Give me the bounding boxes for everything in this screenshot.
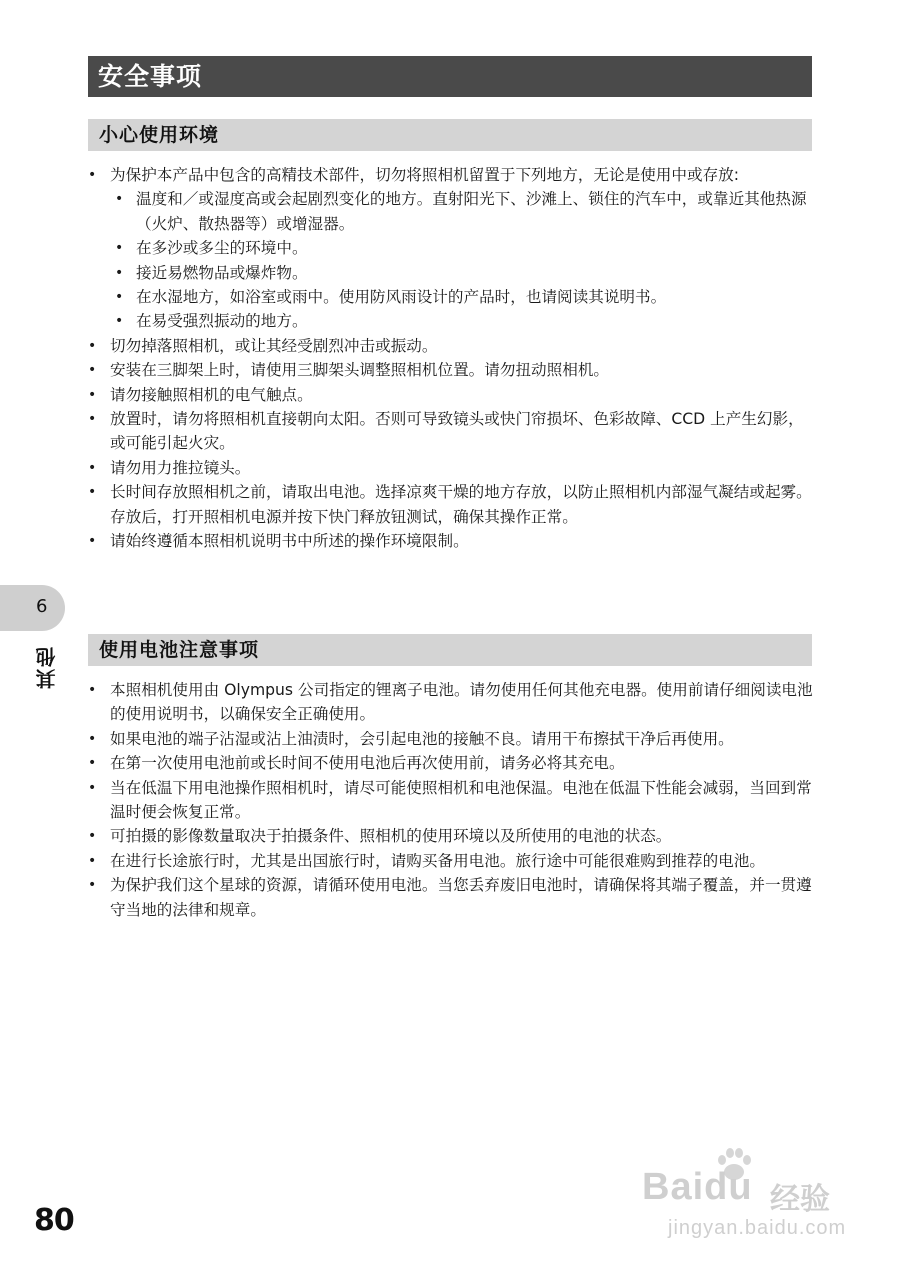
page-title: 安全事项 — [88, 56, 812, 97]
list-item — [84, 824, 814, 848]
sub-list — [110, 187, 814, 333]
environment-list — [84, 163, 814, 554]
chapter-label: 其他 — [35, 645, 59, 689]
list-item — [84, 727, 814, 751]
sub-list-item-text: 在水湿地方，如浴室或雨中。使用防风雨设计的产品时，也请阅读其说明书。 — [136, 288, 667, 307]
list-item — [84, 849, 814, 873]
baidu-watermark — [642, 1148, 847, 1253]
list-item — [84, 163, 814, 334]
list-item-text: 请勿用力推拉镜头。 — [110, 458, 251, 477]
list-item-text: 切勿掉落照相机，或让其经受剧烈冲击或振动。 — [110, 336, 438, 355]
sub-list-item — [110, 285, 814, 309]
sub-list-item — [110, 236, 814, 260]
list-item-text: 如果电池的端子沾湿或沾上油渍时，会引起电池的接触不良。请用干布擦拭干净后再使用。 — [110, 729, 734, 748]
list-item-text: 为保护我们这个星球的资源，请循环使用电池。当您丢弃废旧电池时，请确保将其端子覆盖，并一贯遵守当地的法律和规章。 — [110, 876, 812, 919]
battery-list — [84, 678, 814, 922]
sub-list-item-text: 接近易燃物品或爆炸物。 — [136, 263, 308, 282]
watermark-cn: 经验 — [770, 1182, 830, 1217]
list-item — [84, 480, 814, 529]
list-item — [84, 456, 814, 480]
list-item — [84, 873, 814, 922]
sub-list-item — [110, 187, 814, 236]
chapter-tab — [0, 585, 65, 631]
list-item-text: 可拍摄的影像数量取决于拍摄条件、照相机的使用环境以及所使用的电池的状态。 — [110, 827, 672, 846]
list-item-text: 请始终遵循本照相机说明书中所述的操作环境限制。 — [110, 532, 469, 551]
sub-list-item-text: 在易受强烈振动的地方。 — [136, 312, 308, 331]
list-item — [84, 751, 814, 775]
list-item-text: 为保护本产品中包含的高精技术部件，切勿将照相机留置于下列地方，无论是使用中或存放: — [110, 166, 740, 184]
list-item — [84, 776, 814, 825]
watermark-url: jingyan.baidu.com — [668, 1217, 847, 1239]
section-heading-environment: 小心使用环境 — [88, 119, 812, 151]
list-item-text: 本照相机使用由 Olympus 公司指定的锂离子电池。请勿使用任何其他充电器。使用前请仔细阅读电池的使用说明书，以确保安全正确使用。 — [110, 681, 813, 724]
watermark-logo: Baidu — [642, 1166, 753, 1208]
sub-list-item-text: 温度和／或湿度高或会起剧烈变化的地方。直射阳光下、沙滩上、锁住的汽车中，或靠近其他热源（火炉、散热器等）或增湿器。 — [136, 190, 807, 233]
list-item-text: 安装在三脚架上时，请使用三脚架头调整照相机位置。请勿扭动照相机。 — [110, 361, 610, 380]
list-item-text: 长时间存放照相机之前，请取出电池。选择凉爽干燥的地方存放，以防止照相机内部湿气凝结或起雾。存放后，打开照相机电源并按下快门释放钮测试，确保其操作正常。 — [110, 483, 812, 526]
list-item — [84, 678, 814, 727]
list-item — [84, 358, 814, 382]
sub-list-item — [110, 309, 814, 333]
sub-list-item — [110, 261, 814, 285]
list-item — [84, 334, 814, 358]
chapter-number: 6 — [36, 596, 48, 617]
list-item — [84, 383, 814, 407]
list-item — [84, 529, 814, 553]
sub-list-item-text: 在多沙或多尘的环境中。 — [136, 239, 308, 258]
list-item-text: 放置时，请勿将照相机直接朝向太阳。否则可导致镜头或快门帘损坏、色彩故障、CCD 上产生幻影，或可能引起火灾。 — [110, 410, 804, 453]
list-item-text: 在第一次使用电池前或长时间不使用电池后再次使用前，请务必将其充电。 — [110, 754, 625, 773]
list-item — [84, 407, 814, 456]
section-heading-battery: 使用电池注意事项 — [88, 634, 812, 666]
page-number: 80 — [34, 1203, 74, 1238]
list-item-text: 请勿接触照相机的电气触点。 — [110, 385, 313, 404]
list-item-text: 在进行长途旅行时，尤其是出国旅行时，请购买备用电池。旅行途中可能很难购到推荐的电池。 — [110, 851, 765, 870]
list-item-text: 当在低温下用电池操作照相机时，请尽可能使照相机和电池保温。电池在低温下性能会减弱，当回到常温时便会恢复正常。 — [110, 778, 812, 822]
